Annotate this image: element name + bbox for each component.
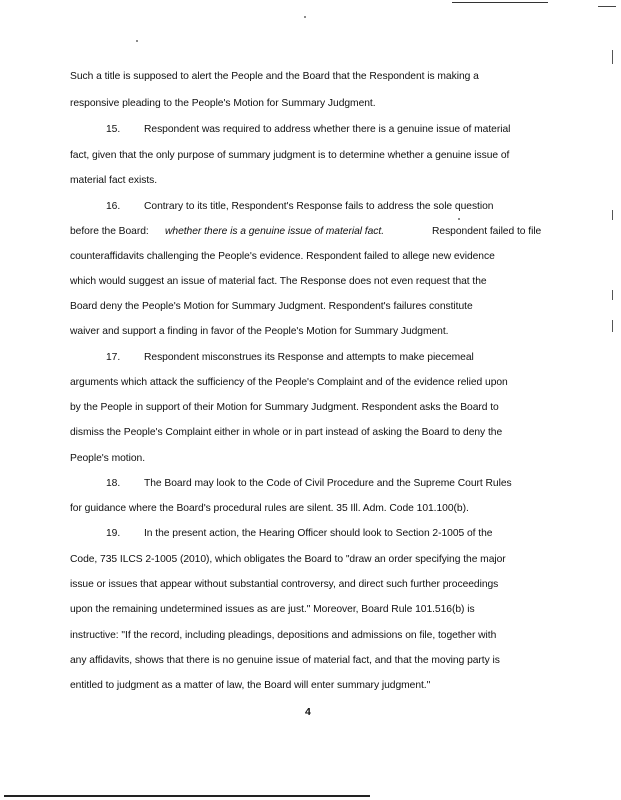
text-line: which would suggest an issue of material fact. The Response does not even request that the bbox=[70, 276, 487, 287]
text-line: waiver and support a finding in favor of the People's Motion for Summary Judgment. bbox=[70, 326, 449, 337]
scan-speck bbox=[304, 16, 306, 18]
text-line: for guidance where the Board's procedural rules are silent. 35 Ill. Adm. Code 101.100(b). bbox=[70, 503, 469, 514]
paragraph-number: 19. bbox=[106, 528, 121, 539]
paragraph-number: 15. bbox=[106, 124, 121, 135]
paragraph-number: 16. bbox=[106, 201, 121, 212]
scan-speck bbox=[136, 40, 138, 42]
scan-mark bbox=[612, 320, 613, 332]
text-line: counteraffidavits challenging the People's evidence. Respondent failed to allege new evidence bbox=[70, 251, 495, 262]
text-line: instructive: "If the record, including pleadings, depositions and admissions on file, together with bbox=[70, 630, 497, 641]
paragraph-number: 17. bbox=[106, 352, 121, 363]
text-line: issue or issues that appear without substantial controversy, and direct such further proceedings bbox=[70, 579, 499, 590]
paragraph-number: 18. bbox=[106, 478, 121, 489]
text-line: In the present action, the Hearing Officer should look to Section 2-1005 of the bbox=[144, 528, 493, 539]
text-line: material fact exists. bbox=[70, 175, 158, 186]
text-line: Respondent was required to address whether there is a genuine issue of material bbox=[144, 124, 511, 135]
text-line: Board deny the People's Motion for Summary Judgment. Respondent's failures constitute bbox=[70, 301, 473, 312]
text-line: The Board may look to the Code of Civil Procedure and the Supreme Court Rules bbox=[144, 478, 512, 489]
text-line: responsive pleading to the People's Motion for Summary Judgment. bbox=[70, 98, 376, 109]
scan-mark bbox=[612, 50, 613, 64]
text-line: People's motion. bbox=[70, 453, 146, 464]
text-line: Code, 735 ILCS 2-1005 (2010), which obligates the Board to "draw an order specifying the major bbox=[70, 554, 506, 565]
bottom-rule bbox=[4, 795, 370, 797]
text-line: any affidavits, shows that there is no genuine issue of material fact, and that the moving party is bbox=[70, 655, 500, 666]
text-line: Such a title is supposed to alert the People and the Board that the Respondent is making a bbox=[70, 71, 479, 82]
text-line: upon the remaining undetermined issues as are just." Moreover, Board Rule 101.516(b) is bbox=[70, 604, 475, 615]
text-line: Respondent misconstrues its Response and attempts to make piecemeal bbox=[144, 352, 474, 363]
text-line: Contrary to its title, Respondent's Response fails to address the sole question bbox=[144, 201, 494, 212]
top-rule bbox=[452, 2, 548, 3]
text-line: fact, given that the only purpose of summary judgment is to determine whether a genuine issue of bbox=[70, 150, 510, 161]
scan-mark bbox=[612, 290, 613, 300]
text-segment: before the Board: bbox=[70, 226, 149, 237]
text-line: entitled to judgment as a matter of law, the Board will enter summary judgment." bbox=[70, 680, 431, 691]
text-line: arguments which attack the sufficiency of the People's Complaint and of the evidence relied upon bbox=[70, 377, 508, 388]
italic-question: whether there is a genuine issue of material fact. bbox=[165, 226, 385, 237]
text-line: dismiss the People's Complaint either in whole or in part instead of asking the Board to deny the bbox=[70, 427, 503, 438]
page-number: 4 bbox=[305, 706, 311, 718]
scan-mark bbox=[612, 210, 613, 220]
text-segment: Respondent failed to file bbox=[432, 226, 542, 237]
text-line: by the People in support of their Motion for Summary Judgment. Respondent asks the Board to bbox=[70, 402, 499, 413]
top-right-rule bbox=[598, 6, 616, 7]
scan-speck bbox=[458, 218, 460, 220]
